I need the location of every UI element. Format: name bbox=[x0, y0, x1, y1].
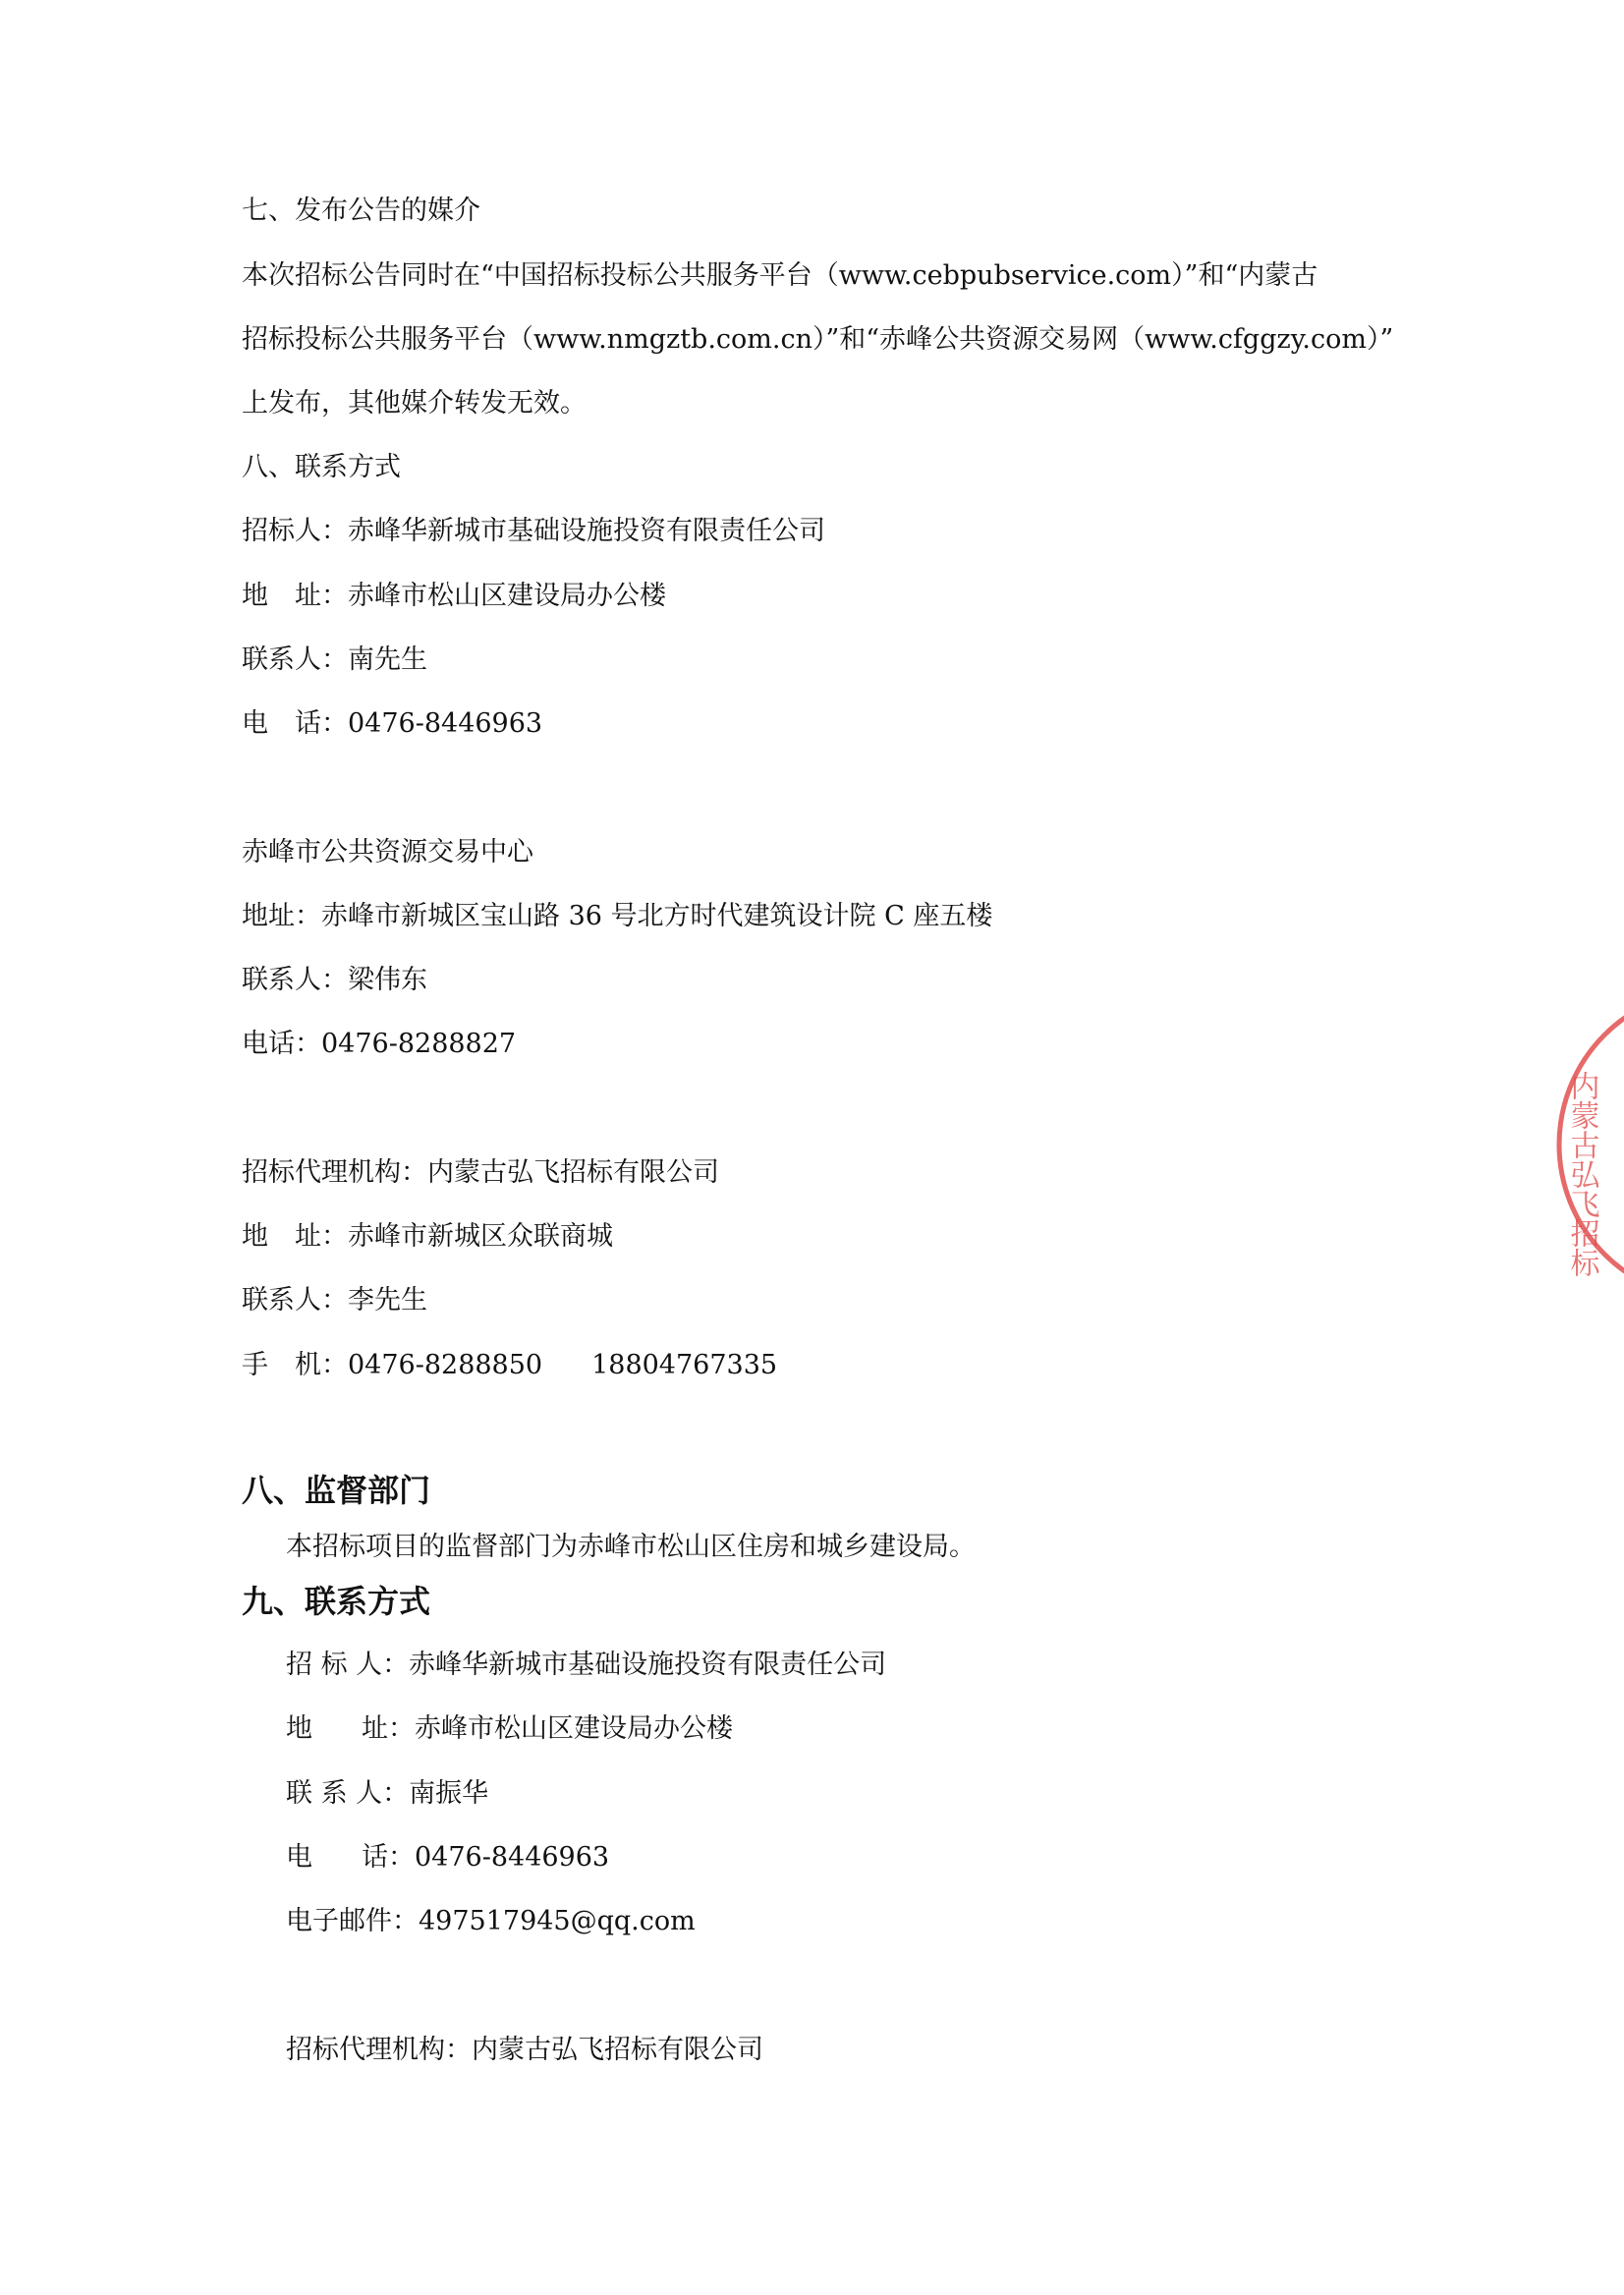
supervision-text: 本招标项目的监督部门为赤峰市松山区住房和城乡建设局。 bbox=[286, 1532, 976, 1562]
trading-center-name: 赤峰市公共资源交易中心 bbox=[242, 837, 533, 868]
stamp-lettering: 内蒙古弘飞招标 bbox=[1564, 1071, 1599, 1277]
supervision-heading: 八、监督部门 bbox=[242, 1472, 431, 1509]
company-seal-stamp bbox=[1552, 982, 1624, 1307]
phone-label-a: 电 bbox=[242, 708, 268, 739]
s9-address-label-b: 址： bbox=[362, 1713, 415, 1744]
trading-center-contact: 联系人：梁伟东 bbox=[242, 965, 427, 995]
section7-heading: 七、发布公告的媒介 bbox=[242, 196, 480, 226]
s9-tenderer-value: 赤峰华新城市基础设施投资有限责任公司 bbox=[409, 1650, 887, 1680]
section9-address bbox=[286, 1711, 733, 1747]
s9-contact-label: 联 系 人： bbox=[286, 1778, 410, 1809]
address-label-a: 地 bbox=[242, 581, 268, 611]
agency-address bbox=[242, 1219, 613, 1255]
s9-address-value: 赤峰市松山区建设局办公楼 bbox=[415, 1713, 733, 1744]
s9-tenderer-label: 招 标 人： bbox=[286, 1650, 410, 1680]
address-value: 赤峰市松山区建设局办公楼 bbox=[348, 581, 666, 611]
trading-center-phone: 电话：0476-8288827 bbox=[242, 1029, 517, 1059]
agency-address-value: 赤峰市新城区众联商城 bbox=[348, 1221, 613, 1252]
agency-mobile-value2: 18804767335 bbox=[591, 1350, 778, 1380]
s9-email-value: 497517945@qq.com bbox=[419, 1906, 696, 1936]
section8-heading: 八、联系方式 bbox=[242, 452, 401, 482]
agency-address-label-b: 址： bbox=[295, 1221, 348, 1252]
s9-phone-label-a: 电 bbox=[286, 1842, 312, 1873]
trading-center-address: 地址：赤峰市新城区宝山路 36 号北方时代建筑设计院 C 座五楼 bbox=[242, 901, 993, 931]
section8-address bbox=[242, 579, 666, 614]
section9-heading: 九、联系方式 bbox=[242, 1583, 431, 1620]
agency-contact: 联系人：李先生 bbox=[242, 1285, 427, 1315]
section8-contact: 联系人：南先生 bbox=[242, 644, 427, 675]
agency-name: 招标代理机构：内蒙古弘飞招标有限公司 bbox=[242, 1157, 719, 1188]
section7-text-line2: 招标投标公共服务平台（www.nmgztb.com.cn）”和“赤峰公共资源交易网（www.cfggzy.com）” bbox=[242, 324, 1394, 355]
phone-value: 0476-8446963 bbox=[348, 708, 543, 739]
section9-tenderer bbox=[286, 1648, 886, 1683]
agency-mobile-label-b: 机： bbox=[295, 1350, 348, 1380]
s9-email-label: 电子邮件： bbox=[286, 1906, 419, 1936]
section9-phone bbox=[286, 1840, 609, 1875]
section8-phone bbox=[242, 706, 542, 742]
section7-text-line1: 本次招标公告同时在“中国招标投标公共服务平台（www.cebpubservice.com）”和“内蒙古 bbox=[242, 260, 1318, 291]
agency-mobile bbox=[242, 1348, 777, 1383]
section9-email bbox=[286, 1904, 696, 1939]
s9-phone-value: 0476-8446963 bbox=[415, 1842, 610, 1873]
address-label-b: 址： bbox=[295, 581, 348, 611]
s9-phone-label-b: 话： bbox=[362, 1842, 415, 1873]
s9-address-label-a: 地 bbox=[286, 1713, 312, 1744]
agency-address-label-a: 地 bbox=[242, 1221, 268, 1252]
s9-contact-value: 南振华 bbox=[409, 1778, 489, 1809]
section8-tenderer: 招标人：赤峰华新城市基础设施投资有限责任公司 bbox=[242, 516, 825, 546]
section9-contact bbox=[286, 1776, 488, 1812]
section9-agency: 招标代理机构：内蒙古弘飞招标有限公司 bbox=[286, 2035, 763, 2065]
agency-mobile-label-a: 手 bbox=[242, 1350, 268, 1380]
section7-text-line3: 上发布，其他媒介转发无效。 bbox=[242, 388, 587, 419]
agency-mobile-value1: 0476-8288850 bbox=[348, 1350, 543, 1380]
phone-label-b: 话： bbox=[295, 708, 348, 739]
